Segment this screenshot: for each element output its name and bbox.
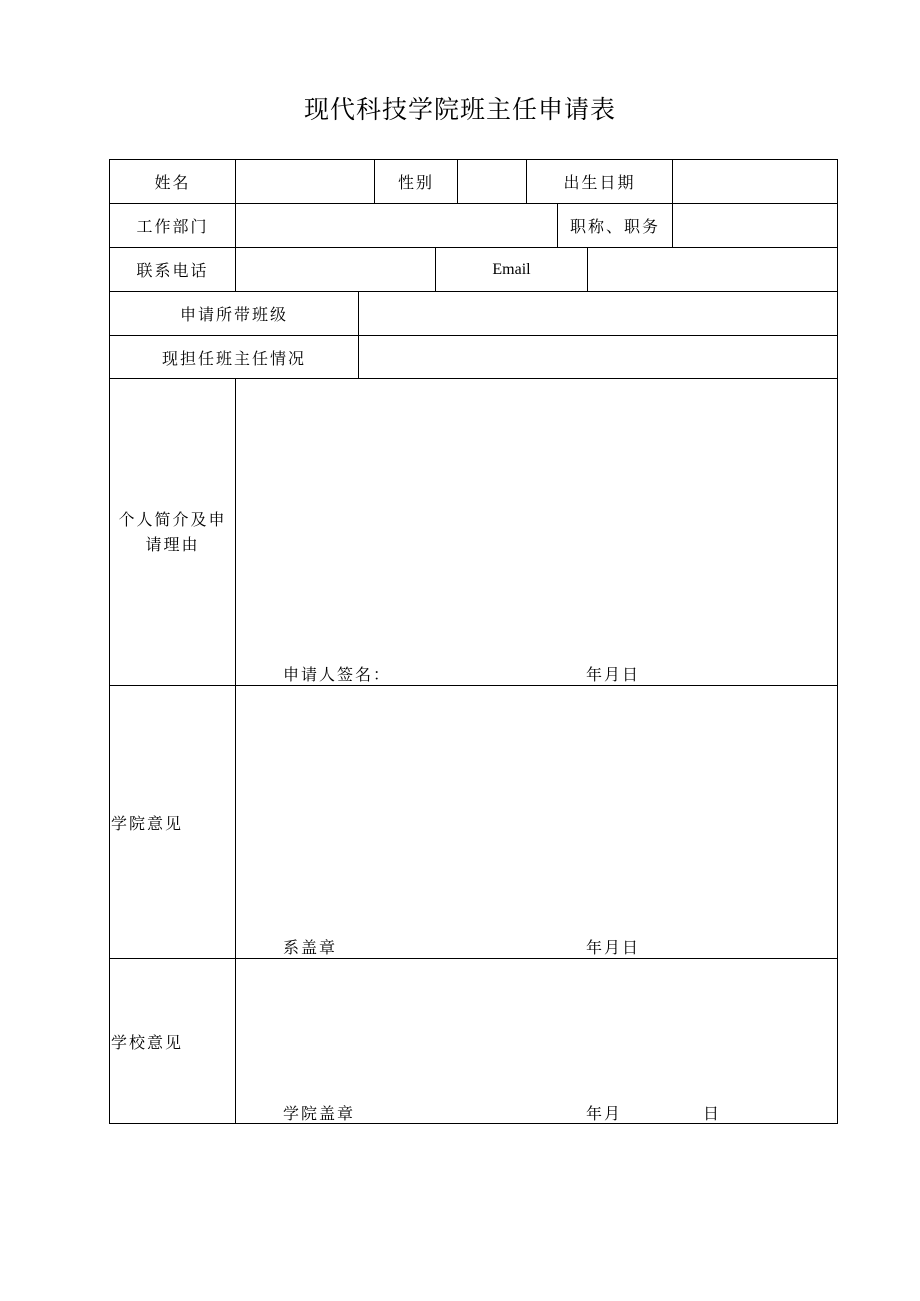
phone-field[interactable] <box>236 248 435 291</box>
department-seal-label: 系盖章 <box>283 938 338 957</box>
gender-field[interactable] <box>458 160 526 203</box>
school-date-day-label: 日 <box>703 1104 722 1123</box>
position-label: 职称、职务 <box>569 217 660 236</box>
current-duty-field[interactable] <box>359 336 837 378</box>
position-field[interactable] <box>673 204 837 247</box>
school-opinion-field[interactable] <box>236 959 837 1123</box>
department-label: 工作部门 <box>136 217 209 236</box>
table-border-right <box>837 159 838 1124</box>
applicant-signature-label: 申请人签名： <box>283 665 392 684</box>
intro-label-line2: 请理由 <box>145 535 200 554</box>
applicant-date-label: 年月日 <box>586 665 641 684</box>
table-border-bottom <box>109 1123 838 1124</box>
college-opinion-label: 学院意见 <box>111 813 184 833</box>
form-title: 现代科技学院班主任申请表 <box>303 95 616 124</box>
name-field[interactable] <box>236 160 374 203</box>
intro-label <box>110 379 235 685</box>
applied-class-field[interactable] <box>359 292 837 335</box>
intro-field[interactable] <box>236 379 837 685</box>
college-date-label: 年月日 <box>586 938 641 957</box>
current-duty-label: 现担任班主任情况 <box>161 348 306 368</box>
applied-class-label: 申请所带班级 <box>179 305 288 324</box>
birth-date-field[interactable] <box>673 160 837 203</box>
school-opinion-label: 学校意见 <box>111 1032 184 1052</box>
email-label: Email <box>492 260 531 278</box>
department-field[interactable] <box>236 204 557 247</box>
college-seal-label: 学院盖章 <box>283 1104 356 1123</box>
gender-label: 性别 <box>397 173 434 192</box>
intro-label-line1: 个人简介及申 <box>118 510 227 529</box>
phone-label: 联系电话 <box>136 261 209 280</box>
college-opinion-field[interactable] <box>236 686 837 958</box>
school-date-month-label: 年月 <box>586 1104 623 1123</box>
name-label: 姓名 <box>154 173 191 192</box>
email-field[interactable] <box>588 248 837 291</box>
birth-date-label: 出生日期 <box>563 173 636 192</box>
